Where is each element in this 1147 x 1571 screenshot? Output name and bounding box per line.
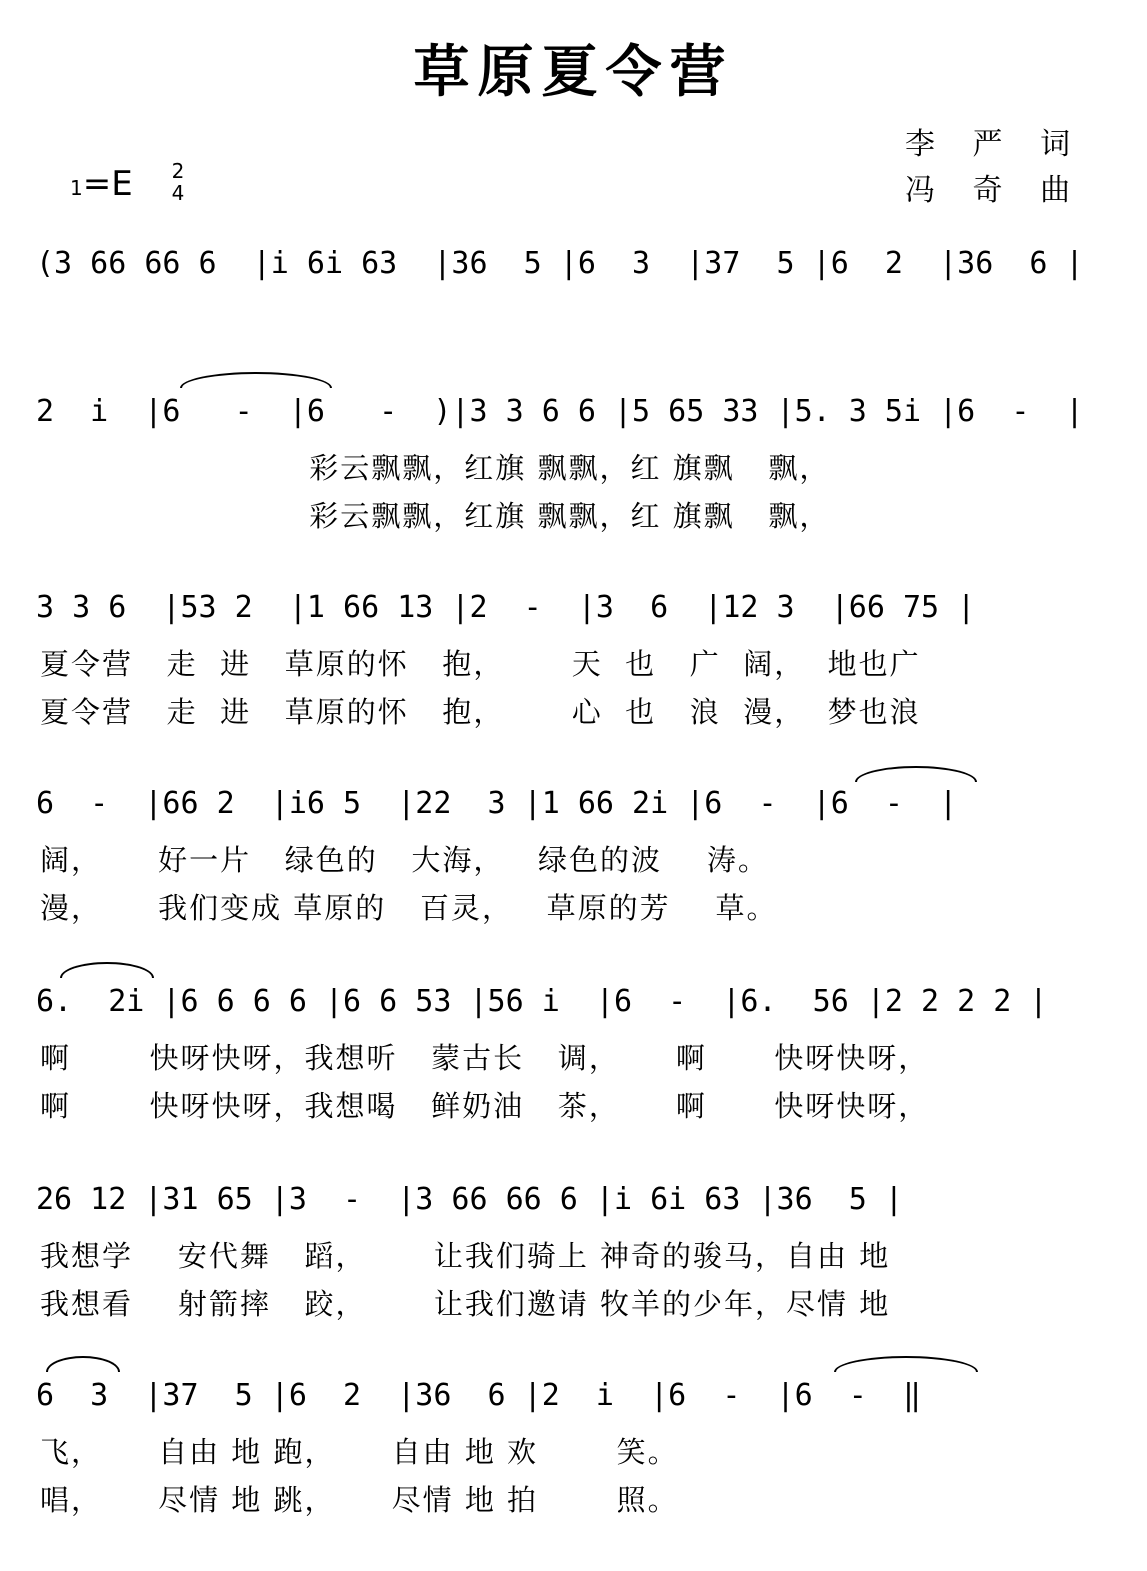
lyric-row-3-verse-2: 夏令营 走 进 草原的怀 抱， 心 也 浪 漫， 梦也浪	[40, 695, 921, 729]
lyric-row-7-verse-1: 飞， 自由 地 跑， 自由 地 欢 笑。	[40, 1435, 679, 1469]
time-signature	[168, 160, 188, 204]
notation-row-6: 26 12 |31 65 |3 - |3 66 66 6 |i 6i 63 |36 5 |	[36, 1182, 903, 1217]
time-sig-top: 2	[171, 159, 185, 183]
lyricist-credit: 李 严 词	[905, 127, 1085, 162]
lyric-row-3-verse-1: 夏令营 走 进 草原的怀 抱， 天 也 广 阔， 地也广	[40, 647, 921, 681]
lyric-row-7-verse-2: 唱， 尽情 地 跳， 尽情 地 拍 照。	[40, 1483, 679, 1517]
lyric-row-5-verse-2: 啊 快呀快呀，我想喝 鲜奶油 茶， 啊 快呀快呀，	[40, 1089, 930, 1123]
key-prefix: 1	[70, 176, 83, 200]
tie-slur	[46, 1356, 120, 1372]
lyric-row-4-verse-1: 阔， 好一片 绿色的 大海， 绿色的波 涛。	[40, 843, 769, 877]
lyric-row-6-verse-1: 我想学 安代舞 蹈， 让我们骑上 神奇的骏马，自由 地	[40, 1239, 891, 1273]
lyric-row-5-verse-1: 啊 快呀快呀，我想听 蒙古长 调， 啊 快呀快呀，	[40, 1041, 930, 1075]
lyric-row-4-verse-2: 漫， 我们变成 草原的 百灵， 草原的芳 草。	[40, 891, 778, 925]
tie-slur	[180, 372, 332, 388]
lyric-row-2-verse-1: 彩云飘飘，红旗 飘飘，红 旗飘 飘，	[40, 451, 831, 485]
tie-slur	[834, 1356, 978, 1372]
notation-row-5: 6. 2i |6 6 6 6 |6 6 53 |56 i |6 - |6. 56 |2 2 2 2 |	[36, 984, 1048, 1019]
notation-row-3: 3 3 6 |53 2 |1 66 13 |2 - |3 6 |12 3 |66 75 |	[36, 590, 976, 625]
notation-row-4: 6 - |66 2 |i6 5 |22 3 |1 66 2i |6 - |6 - |	[36, 786, 958, 821]
song-title: 草原夏令营	[413, 40, 734, 105]
composer-credit: 冯 奇 曲	[905, 173, 1085, 208]
time-sig-bottom: 4	[171, 181, 185, 205]
notation-row-1: (3 66 66 6 |i 6i 63 |36 5 |6 3 |37 5 |6 2 |36 6 |	[36, 246, 1084, 281]
score-row-1	[36, 240, 1116, 320]
tie-slur	[60, 962, 154, 978]
key-name: =E	[82, 164, 133, 204]
lyric-row-6-verse-2: 我想看 射箭摔 跤， 让我们邀请 牧羊的少年，尽情 地	[40, 1287, 891, 1321]
notation-row-2: 2 i |6 - |6 - )|3 3 6 6 |5 65 33 |5. 3 5i |6 - |	[36, 394, 1084, 429]
notation-row-7: 6 3 |37 5 |6 2 |36 6 |2 i |6 - |6 - ‖	[36, 1378, 922, 1413]
lyric-row-2-verse-2: 彩云飘飘，红旗 飘飘，红 旗飘 飘，	[40, 499, 831, 533]
key-signature	[70, 164, 133, 204]
tie-slur	[855, 766, 977, 782]
credits	[905, 122, 1084, 214]
